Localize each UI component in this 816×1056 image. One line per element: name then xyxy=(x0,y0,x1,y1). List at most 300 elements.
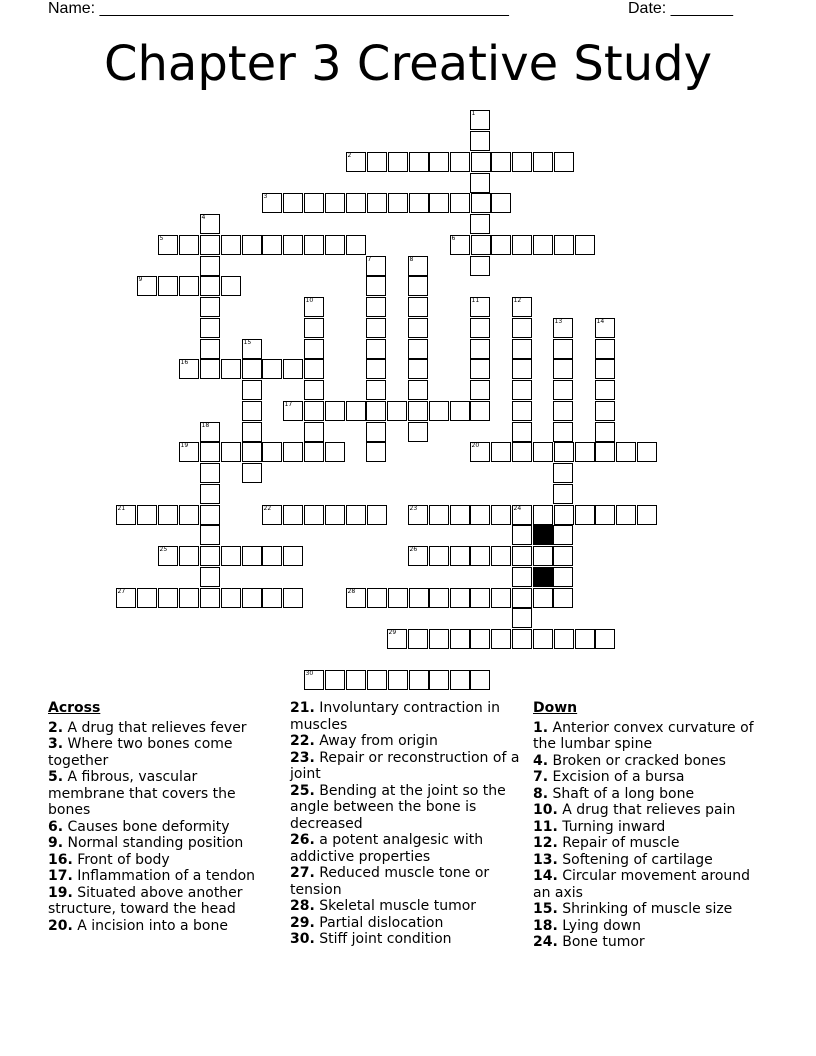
grid-cell[interactable] xyxy=(512,318,533,339)
across-clues-column-2 xyxy=(290,700,522,948)
grid-cell[interactable] xyxy=(637,505,658,526)
grid-cell[interactable] xyxy=(388,193,409,214)
grid-cell[interactable] xyxy=(158,235,179,256)
grid-cell[interactable] xyxy=(304,442,325,463)
grid-cell[interactable] xyxy=(366,401,387,422)
clue-item xyxy=(48,835,278,852)
grid-cell[interactable] xyxy=(242,235,263,256)
grid-cell[interactable] xyxy=(366,422,387,443)
grid-cell[interactable] xyxy=(221,546,242,567)
grid-cell[interactable] xyxy=(366,380,387,401)
grid-cell[interactable] xyxy=(200,256,221,277)
grid-cell[interactable] xyxy=(553,339,574,360)
grid-cell[interactable] xyxy=(595,422,616,443)
grid-cell[interactable] xyxy=(304,235,325,256)
grid-cell[interactable] xyxy=(242,546,263,567)
clue-text: Turning inward xyxy=(557,818,666,835)
grid-cell[interactable] xyxy=(137,588,158,609)
clue-item xyxy=(290,750,522,783)
grid-cell[interactable] xyxy=(200,276,221,297)
grid-cell[interactable] xyxy=(158,588,179,609)
grid-cell[interactable] xyxy=(450,235,471,256)
grid-cell[interactable] xyxy=(491,235,512,256)
clue-item xyxy=(290,733,522,750)
clue-number-label: 28. xyxy=(290,898,315,914)
grid-cell[interactable] xyxy=(429,505,450,526)
grid-cell[interactable] xyxy=(408,318,429,339)
clue-number-label: 5. xyxy=(48,769,64,785)
grid-cell[interactable] xyxy=(283,588,304,609)
grid-cell[interactable] xyxy=(200,297,221,318)
clue-item xyxy=(290,700,522,733)
grid-cell[interactable] xyxy=(491,152,512,173)
grid-cell[interactable] xyxy=(450,629,471,650)
clue-item xyxy=(48,769,278,819)
grid-cell[interactable] xyxy=(512,339,533,360)
grid-cell[interactable] xyxy=(242,401,263,422)
grid-cell[interactable] xyxy=(575,629,596,650)
grid-cell[interactable] xyxy=(491,193,512,214)
clue-item xyxy=(533,901,768,918)
clue-item xyxy=(290,865,522,898)
grid-cell[interactable] xyxy=(512,567,533,588)
clue-item xyxy=(290,783,522,833)
grid-cell[interactable] xyxy=(470,588,491,609)
grid-cell[interactable] xyxy=(408,276,429,297)
grid-cell[interactable] xyxy=(408,339,429,360)
grid-cell[interactable] xyxy=(387,401,408,422)
grid-cell[interactable] xyxy=(429,401,450,422)
grid-cell[interactable] xyxy=(470,339,491,360)
grid-cell[interactable] xyxy=(408,359,429,380)
grid-cell[interactable] xyxy=(533,505,554,526)
clue-text: A incision into a bone xyxy=(72,917,228,934)
clue-number: 23 xyxy=(409,504,418,512)
grid-cell[interactable] xyxy=(304,359,325,380)
grid-cell[interactable] xyxy=(470,401,491,422)
grid-cell[interactable] xyxy=(553,525,574,546)
grid-cell[interactable] xyxy=(512,525,533,546)
clue-text: A drug that relieves fever xyxy=(63,719,247,736)
grid-cell[interactable] xyxy=(179,276,200,297)
grid-cell[interactable] xyxy=(512,401,533,422)
grid-cell[interactable] xyxy=(200,525,221,546)
grid-cell[interactable] xyxy=(221,588,242,609)
grid-cell[interactable] xyxy=(512,629,533,650)
grid-cell[interactable] xyxy=(533,588,554,609)
grid-cell[interactable] xyxy=(221,235,242,256)
clue-text: A fibrous, vascular membrane that covers the bones xyxy=(48,769,236,818)
clue-number: 12 xyxy=(513,296,522,304)
grid-cell[interactable] xyxy=(325,670,346,691)
grid-cell[interactable] xyxy=(470,173,491,194)
grid-cell[interactable] xyxy=(409,152,430,173)
clue-number-label: 25. xyxy=(290,782,315,799)
grid-cell[interactable] xyxy=(325,235,346,256)
grid-cell[interactable] xyxy=(471,152,492,173)
grid-cell[interactable] xyxy=(429,546,450,567)
clue-number-label: 26. xyxy=(290,832,315,848)
clue-number-label: 4. xyxy=(533,752,549,769)
clue-number: 27 xyxy=(117,587,126,595)
grid-cell[interactable] xyxy=(470,546,491,567)
grid-cell[interactable] xyxy=(512,588,533,609)
grid-cell[interactable] xyxy=(554,152,575,173)
grid-cell[interactable] xyxy=(491,546,512,567)
grid-cell[interactable] xyxy=(283,401,304,422)
grid-cell[interactable] xyxy=(346,235,367,256)
grid-cell[interactable] xyxy=(200,546,221,567)
grid-cell[interactable] xyxy=(367,193,388,214)
clue-item xyxy=(533,819,768,836)
grid-cell[interactable] xyxy=(221,359,242,380)
clue-text: Where two bones come together xyxy=(48,736,233,769)
grid-cell[interactable] xyxy=(346,505,367,526)
grid-cell[interactable] xyxy=(242,463,263,484)
grid-cell[interactable] xyxy=(470,214,491,235)
grid-cell[interactable] xyxy=(366,297,387,318)
grid-cell[interactable] xyxy=(533,235,554,256)
grid-cell[interactable] xyxy=(366,276,387,297)
grid-cell[interactable] xyxy=(533,546,554,567)
grid-cell[interactable] xyxy=(595,442,616,463)
grid-cell[interactable] xyxy=(554,629,575,650)
clue-item xyxy=(533,852,768,869)
clue-text: Bone tumor xyxy=(557,934,645,950)
grid-cell[interactable] xyxy=(470,110,491,131)
grid-cell[interactable] xyxy=(179,442,200,463)
grid-cell[interactable] xyxy=(470,318,491,339)
grid-cell[interactable] xyxy=(366,256,387,277)
grid-cell[interactable] xyxy=(450,152,471,173)
grid-cell[interactable] xyxy=(200,484,221,505)
clue-text: Reduced muscle tone or tension xyxy=(290,865,490,898)
grid-cell[interactable] xyxy=(388,670,409,691)
grid-cell[interactable] xyxy=(200,442,221,463)
grid-cell[interactable] xyxy=(470,359,491,380)
grid-cell[interactable] xyxy=(137,505,158,526)
grid-cell[interactable] xyxy=(366,339,387,360)
clue-number-label: 11. xyxy=(533,818,558,835)
grid-cell[interactable] xyxy=(408,380,429,401)
blocked-cell xyxy=(533,567,554,588)
grid-cell[interactable] xyxy=(595,629,616,650)
grid-cell[interactable] xyxy=(470,297,491,318)
grid-cell[interactable] xyxy=(200,359,221,380)
grid-cell[interactable] xyxy=(388,588,409,609)
grid-cell[interactable] xyxy=(429,152,450,173)
grid-cell[interactable] xyxy=(450,401,471,422)
clue-text: Repair of muscle xyxy=(557,835,680,851)
grid-cell[interactable] xyxy=(553,484,574,505)
grid-cell[interactable] xyxy=(262,359,283,380)
clue-number: 13 xyxy=(554,317,563,325)
grid-cell[interactable] xyxy=(325,193,346,214)
clue-number-label: 24. xyxy=(533,934,558,950)
grid-cell[interactable] xyxy=(408,546,429,567)
grid-cell[interactable] xyxy=(158,546,179,567)
grid-cell[interactable] xyxy=(200,567,221,588)
grid-cell[interactable] xyxy=(179,235,200,256)
grid-cell[interactable] xyxy=(200,505,221,526)
grid-cell[interactable] xyxy=(262,442,283,463)
clue-text: Situated above another structure, toward the head xyxy=(48,884,243,917)
grid-cell[interactable] xyxy=(553,588,574,609)
grid-cell[interactable] xyxy=(367,670,388,691)
clue-number-label: 13. xyxy=(533,851,558,868)
grid-cell[interactable] xyxy=(429,629,450,650)
grid-cell[interactable] xyxy=(304,422,325,443)
grid-cell[interactable] xyxy=(512,235,533,256)
grid-cell[interactable] xyxy=(512,380,533,401)
grid-cell[interactable] xyxy=(575,442,596,463)
grid-cell[interactable] xyxy=(200,214,221,235)
grid-cell[interactable] xyxy=(554,235,575,256)
grid-cell[interactable] xyxy=(200,463,221,484)
grid-cell[interactable] xyxy=(450,670,471,691)
grid-cell[interactable] xyxy=(116,588,137,609)
grid-cell[interactable] xyxy=(450,588,471,609)
grid-cell[interactable] xyxy=(367,505,388,526)
grid-cell[interactable] xyxy=(366,359,387,380)
grid-cell[interactable] xyxy=(325,442,346,463)
clue-number-label: 10. xyxy=(533,802,558,818)
grid-cell[interactable] xyxy=(283,193,304,214)
grid-cell[interactable] xyxy=(262,505,283,526)
clue-number-label: 18. xyxy=(533,917,558,934)
grid-cell[interactable] xyxy=(283,505,304,526)
clue-text: a potent analgesic with addictive properties xyxy=(290,832,484,865)
grid-cell[interactable] xyxy=(512,546,533,567)
grid-cell[interactable] xyxy=(346,152,367,173)
clue-number: 16 xyxy=(180,358,189,366)
grid-cell[interactable] xyxy=(366,442,387,463)
grid-cell[interactable] xyxy=(367,588,388,609)
clue-number-label: 20. xyxy=(48,917,73,934)
grid-cell[interactable] xyxy=(221,276,242,297)
grid-cell[interactable] xyxy=(325,401,346,422)
grid-cell[interactable] xyxy=(116,505,137,526)
clue-text: Repair or reconstruction of a joint xyxy=(290,749,520,782)
grid-cell[interactable] xyxy=(553,359,574,380)
clue-number-label: 3. xyxy=(48,736,64,752)
grid-cell[interactable] xyxy=(304,318,325,339)
grid-cell[interactable] xyxy=(595,339,616,360)
grid-cell[interactable] xyxy=(367,152,388,173)
grid-cell[interactable] xyxy=(304,670,325,691)
grid-cell[interactable] xyxy=(283,235,304,256)
grid-cell[interactable] xyxy=(346,588,367,609)
grid-cell[interactable] xyxy=(304,193,325,214)
grid-cell[interactable] xyxy=(553,318,574,339)
grid-cell[interactable] xyxy=(429,193,450,214)
grid-cell[interactable] xyxy=(242,359,263,380)
grid-cell[interactable] xyxy=(242,339,263,360)
grid-cell[interactable] xyxy=(408,422,429,443)
grid-cell[interactable] xyxy=(450,505,471,526)
clue-number-label: 8. xyxy=(533,785,549,802)
grid-cell[interactable] xyxy=(533,442,554,463)
grid-cell[interactable] xyxy=(304,505,325,526)
grid-cell[interactable] xyxy=(491,505,512,526)
clue-text: Circular movement around an axis xyxy=(533,868,751,901)
clue-number: 15 xyxy=(243,338,252,346)
grid-cell[interactable] xyxy=(262,193,283,214)
grid-cell[interactable] xyxy=(137,276,158,297)
grid-cell[interactable] xyxy=(346,193,367,214)
grid-cell[interactable] xyxy=(512,505,533,526)
grid-cell[interactable] xyxy=(409,670,430,691)
grid-cell[interactable] xyxy=(595,505,616,526)
clue-text: Partial dislocation xyxy=(314,914,444,931)
clue-number: 20 xyxy=(471,441,480,449)
grid-cell[interactable] xyxy=(200,318,221,339)
grid-cell[interactable] xyxy=(595,318,616,339)
grid-cell[interactable] xyxy=(470,380,491,401)
grid-cell[interactable] xyxy=(553,546,574,567)
clue-item xyxy=(48,819,278,836)
grid-cell[interactable] xyxy=(553,401,574,422)
grid-cell[interactable] xyxy=(470,629,491,650)
grid-cell[interactable] xyxy=(471,235,492,256)
grid-cell[interactable] xyxy=(595,401,616,422)
grid-cell[interactable] xyxy=(366,318,387,339)
clue-item xyxy=(48,918,278,935)
grid-cell[interactable] xyxy=(262,546,283,567)
grid-cell[interactable] xyxy=(262,235,283,256)
grid-cell[interactable] xyxy=(325,505,346,526)
clue-number-label: 29. xyxy=(290,914,315,931)
clue-item xyxy=(290,832,522,865)
grid-cell[interactable] xyxy=(200,235,221,256)
grid-cell[interactable] xyxy=(533,629,554,650)
clue-number-label: 16. xyxy=(48,851,73,868)
grid-cell[interactable] xyxy=(158,276,179,297)
grid-cell[interactable] xyxy=(408,256,429,277)
grid-cell[interactable] xyxy=(200,422,221,443)
grid-cell[interactable] xyxy=(242,422,263,443)
grid-cell[interactable] xyxy=(637,442,658,463)
name-field-label[interactable]: Name: ______________________________________________ xyxy=(48,0,509,17)
grid-cell[interactable] xyxy=(346,401,367,422)
grid-cell[interactable] xyxy=(470,131,491,152)
grid-cell[interactable] xyxy=(409,193,430,214)
clue-number: 3 xyxy=(263,192,268,200)
clue-number: 17 xyxy=(284,400,293,408)
grid-cell[interactable] xyxy=(470,442,491,463)
grid-cell[interactable] xyxy=(470,256,491,277)
grid-cell[interactable] xyxy=(242,442,263,463)
grid-cell[interactable] xyxy=(242,380,263,401)
grid-cell[interactable] xyxy=(616,442,637,463)
grid-cell[interactable] xyxy=(491,588,512,609)
grid-cell[interactable] xyxy=(512,152,533,173)
grid-cell[interactable] xyxy=(387,629,408,650)
grid-cell[interactable] xyxy=(429,670,450,691)
grid-cell[interactable] xyxy=(283,359,304,380)
grid-cell[interactable] xyxy=(553,567,574,588)
clue-number: 8 xyxy=(409,255,414,263)
grid-cell[interactable] xyxy=(242,588,263,609)
clue-item xyxy=(48,868,278,885)
grid-cell[interactable] xyxy=(408,505,429,526)
grid-cell[interactable] xyxy=(553,422,574,443)
grid-cell[interactable] xyxy=(491,442,512,463)
date-field-label[interactable]: Date: _______ xyxy=(628,0,733,17)
grid-cell[interactable] xyxy=(179,546,200,567)
grid-cell[interactable] xyxy=(221,442,242,463)
grid-cell[interactable] xyxy=(491,629,512,650)
grid-cell[interactable] xyxy=(450,193,471,214)
clue-text: Anterior convex curvature of the lumbar spine xyxy=(533,719,754,752)
grid-cell[interactable] xyxy=(200,339,221,360)
grid-cell[interactable] xyxy=(262,588,283,609)
clue-number: 21 xyxy=(117,504,126,512)
grid-cell[interactable] xyxy=(409,588,430,609)
grid-cell[interactable] xyxy=(575,505,596,526)
grid-cell[interactable] xyxy=(158,505,179,526)
grid-cell[interactable] xyxy=(616,505,637,526)
grid-cell[interactable] xyxy=(553,463,574,484)
grid-cell[interactable] xyxy=(429,588,450,609)
clue-item xyxy=(290,931,522,948)
grid-cell[interactable] xyxy=(179,588,200,609)
down-heading: Down xyxy=(533,700,578,716)
grid-cell[interactable] xyxy=(470,505,491,526)
clue-item xyxy=(290,915,522,932)
blocked-cell xyxy=(533,525,554,546)
grid-cell[interactable] xyxy=(512,297,533,318)
grid-cell[interactable] xyxy=(554,442,575,463)
grid-cell[interactable] xyxy=(304,297,325,318)
grid-cell[interactable] xyxy=(512,359,533,380)
grid-cell[interactable] xyxy=(408,401,429,422)
grid-cell[interactable] xyxy=(553,380,574,401)
grid-cell[interactable] xyxy=(595,359,616,380)
grid-cell[interactable] xyxy=(388,152,409,173)
clue-item xyxy=(533,835,768,852)
grid-cell[interactable] xyxy=(304,339,325,360)
clue-number: 18 xyxy=(201,421,210,429)
page-title: Chapter 3 Creative Study xyxy=(103,36,713,92)
grid-cell[interactable] xyxy=(533,152,554,173)
grid-cell[interactable] xyxy=(512,442,533,463)
grid-cell[interactable] xyxy=(470,670,491,691)
grid-cell[interactable] xyxy=(408,297,429,318)
grid-cell[interactable] xyxy=(471,193,492,214)
grid-cell[interactable] xyxy=(304,401,325,422)
grid-cell[interactable] xyxy=(179,505,200,526)
grid-cell[interactable] xyxy=(554,505,575,526)
grid-cell[interactable] xyxy=(283,546,304,567)
grid-cell[interactable] xyxy=(283,442,304,463)
grid-cell[interactable] xyxy=(200,588,221,609)
grid-cell[interactable] xyxy=(304,380,325,401)
clue-text: Inflammation of a tendon xyxy=(72,868,256,884)
grid-cell[interactable] xyxy=(575,235,596,256)
grid-cell[interactable] xyxy=(595,380,616,401)
grid-cell[interactable] xyxy=(346,670,367,691)
grid-cell[interactable] xyxy=(450,546,471,567)
clue-number-label: 22. xyxy=(290,733,315,749)
clue-item xyxy=(48,736,278,769)
grid-cell[interactable] xyxy=(512,608,533,629)
clue-number-label: 15. xyxy=(533,901,558,917)
grid-cell[interactable] xyxy=(512,422,533,443)
clue-number-label: 1. xyxy=(533,719,549,736)
grid-cell[interactable] xyxy=(408,629,429,650)
grid-cell[interactable] xyxy=(179,359,200,380)
